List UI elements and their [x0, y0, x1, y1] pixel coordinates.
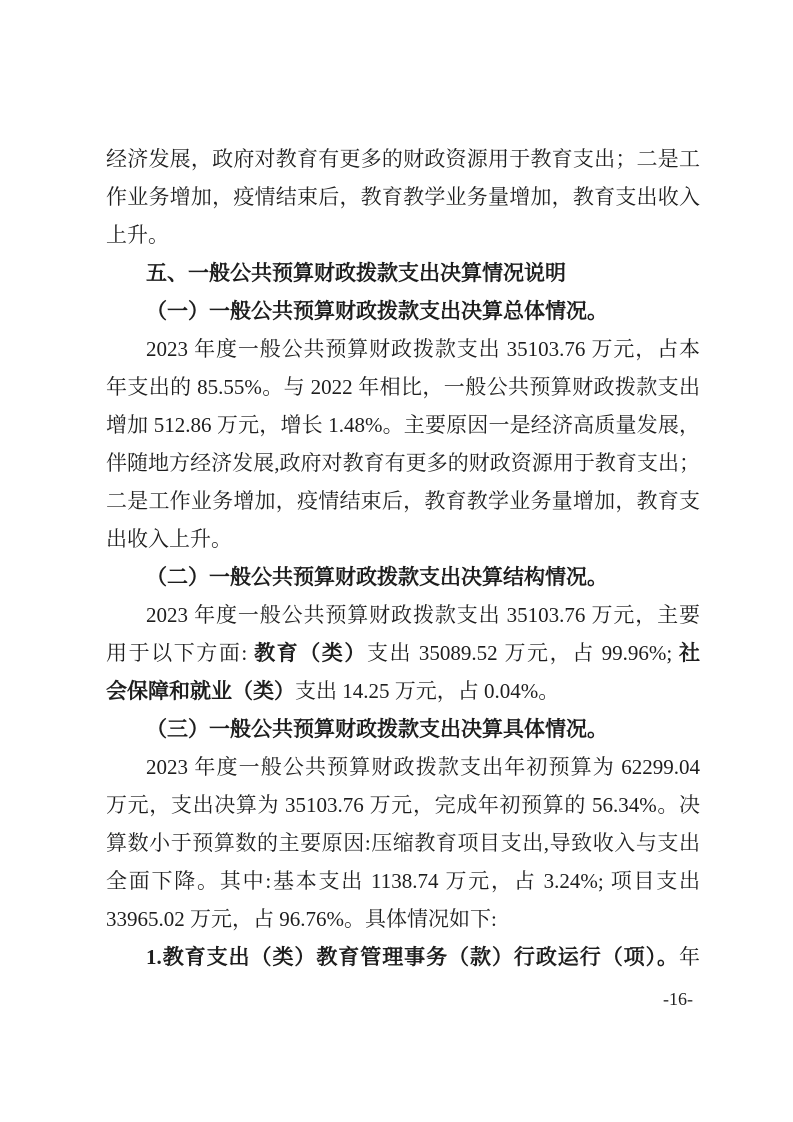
text-segment: 支出 35089.52 万元，占 99.96%; [366, 641, 679, 665]
text-segment: 二是工作业务增加，疫情结束后，教育教学业务量增加，教育支 [106, 489, 700, 513]
text-segment: 年 [679, 945, 700, 969]
text-segment: 33965.02 万元，占 96.76%。具体情况如下: [106, 907, 497, 931]
text-line [106, 748, 700, 786]
text-segment: 作业务增加，疫情结束后，教育教学业务量增加，教育支出收入 [106, 185, 700, 209]
text-line [106, 558, 700, 596]
bold-text-segment: （三）一般公共预算财政拨款支出决算具体情况。 [146, 717, 608, 741]
text-line [106, 634, 700, 672]
text-line [106, 672, 700, 710]
text-segment: 算数小于预算数的主要原因:压缩教育项目支出,导致收入与支出 [106, 831, 700, 855]
text-segment: 支出 14.25 万元，占 0.04%。 [295, 679, 560, 703]
text-segment: 2023 年度一般公共预算财政拨款支出年初预算为 62299.04 [146, 755, 700, 779]
text-line [106, 596, 700, 634]
text-segment: 全面下降。其中:基本支出 1138.74 万元，占 3.24%; 项目支出 [106, 869, 700, 893]
text-line [106, 520, 700, 558]
text-segment: 2023 年度一般公共预算财政拨款支出 35103.76 万元，主要 [146, 603, 700, 627]
text-line [106, 824, 700, 862]
text-line [106, 330, 700, 368]
text-line [106, 786, 700, 824]
text-segment: 万元，支出决算为 35103.76 万元，完成年初预算的 56.34%。决 [106, 793, 700, 817]
bold-text-segment: 教育（类） [254, 641, 367, 665]
bold-text-segment: 五、一般公共预算财政拨款支出决算情况说明 [146, 261, 566, 285]
text-segment: 上升。 [106, 223, 169, 247]
text-line [106, 292, 700, 330]
bold-text-segment: （一）一般公共预算财政拨款支出决算总体情况。 [146, 299, 608, 323]
text-line [106, 710, 700, 748]
bold-text-segment: 社 [679, 641, 700, 665]
text-line [106, 900, 700, 938]
text-segment: 出收入上升。 [106, 527, 232, 551]
page-number: -16- [663, 989, 693, 1009]
text-line [106, 368, 700, 406]
bold-text-segment: 会保障和就业（类） [106, 679, 295, 703]
text-line [106, 862, 700, 900]
text-segment: 2023 年度一般公共预算财政拨款支出 35103.76 万元，占本 [146, 337, 700, 361]
text-line [106, 444, 700, 482]
text-segment: 用于以下方面: [106, 641, 255, 665]
text-line [106, 216, 700, 254]
text-line [106, 938, 700, 976]
text-segment: 增加 512.86 万元，增长 1.48%。主要原因一是经济高质量发展， [106, 413, 700, 437]
text-line [106, 482, 700, 520]
text-line [106, 178, 700, 216]
text-line [106, 254, 700, 292]
text-line [106, 406, 700, 444]
text-segment: 伴随地方经济发展,政府对教育有更多的财政资源用于教育支出； [106, 451, 700, 475]
document-body [106, 140, 700, 976]
text-segment: 年支出的 85.55%。与 2022 年相比，一般公共预算财政拨款支出 [106, 375, 700, 399]
text-line [106, 140, 700, 178]
text-segment: 经济发展，政府对教育有更多的财政资源用于教育支出；二是工 [106, 147, 700, 171]
bold-text-segment: 1.教育支出（类）教育管理事务（款）行政运行（项）。 [146, 945, 679, 969]
bold-text-segment: （二）一般公共预算财政拨款支出决算结构情况。 [146, 565, 608, 589]
